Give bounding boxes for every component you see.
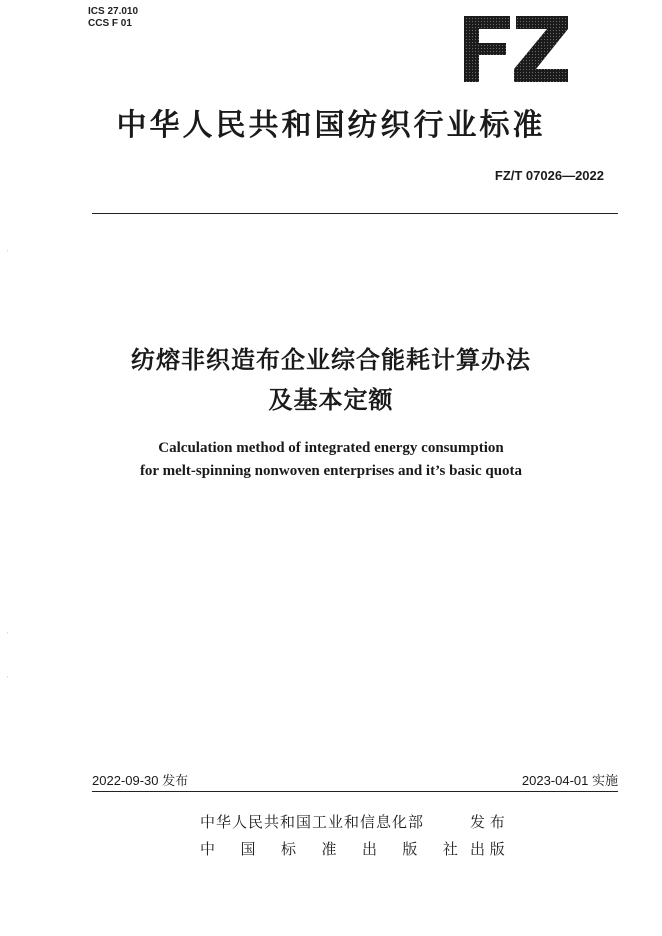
- fz-logo: [462, 14, 570, 84]
- publisher-char: 社: [442, 840, 458, 858]
- publisher-char: 准: [321, 840, 337, 858]
- top-divider: [92, 213, 618, 214]
- title-zh-line2: 及基本定额: [268, 386, 394, 414]
- publisher-char: 国: [240, 840, 256, 858]
- margin-mark: ˙: [6, 250, 10, 258]
- publisher-name: [200, 838, 458, 859]
- bottom-divider: [92, 791, 618, 792]
- issuing-authority: 中华人民共和国工业和信息化部: [200, 813, 425, 831]
- title-zh-line1: 纺熔非织造布企业综合能耗计算办法: [131, 346, 531, 374]
- title-en-line1: Calculation method of integrated energy consumption: [158, 440, 504, 456]
- publisher-char: 版: [402, 840, 418, 858]
- standard-number: FZ/T 07026—2022: [494, 168, 604, 183]
- title-en-line2: for melt-spinning nonwoven enterprises and it’s basic quota: [139, 463, 523, 479]
- classification-codes: [88, 6, 138, 30]
- publish-action: 出 版: [470, 840, 505, 858]
- issue-date: 2022-09-30 发布: [92, 773, 189, 788]
- org-title: 中华人民共和国纺织行业标准: [116, 108, 546, 143]
- ccs-code: CCS F 01: [88, 18, 132, 29]
- publisher-char: 出: [361, 840, 377, 858]
- margin-mark: ˙: [6, 632, 10, 640]
- implement-date: 2023-04-01 实施: [521, 773, 618, 788]
- publisher-char: 标: [280, 840, 296, 858]
- margin-mark: ˙: [6, 676, 10, 684]
- publisher-char: 中: [200, 840, 216, 858]
- issue-action: 发 布: [470, 813, 505, 831]
- ics-code: ICS 27.010: [88, 6, 139, 17]
